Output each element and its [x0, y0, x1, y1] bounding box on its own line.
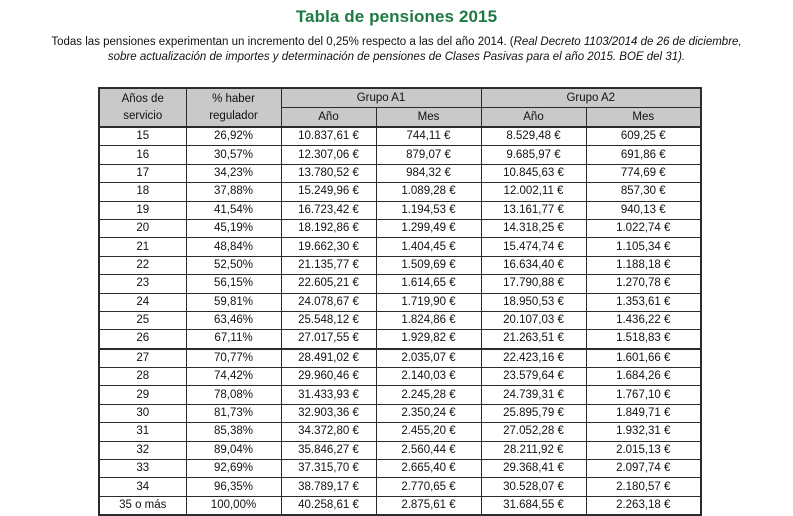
- cell-a1-mes: 2.140,03 €: [376, 368, 481, 386]
- cell-haber-regulador: 63,46%: [186, 311, 281, 329]
- cell-a2-ano: 20.107,03 €: [481, 311, 586, 329]
- cell-anos-servicio: 20: [99, 219, 186, 237]
- cell-a1-ano: 12.307,06 €: [281, 146, 376, 164]
- cell-anos-servicio: 29: [99, 386, 186, 404]
- cell-anos-servicio: 32: [99, 441, 186, 459]
- table-header: [99, 88, 701, 127]
- cell-anos-servicio: 24: [99, 293, 186, 311]
- table-body: [99, 127, 701, 515]
- cell-a1-ano: 31.433,93 €: [281, 386, 376, 404]
- cell-haber-regulador: 59,81%: [186, 293, 281, 311]
- table-row: [99, 460, 701, 478]
- cell-anos-servicio: 31: [99, 423, 186, 441]
- cell-a1-ano: 10.837,61 €: [281, 127, 376, 146]
- cell-a2-ano: 17.790,88 €: [481, 275, 586, 293]
- table-row: [99, 127, 701, 146]
- cell-a1-ano: 19.662,30 €: [281, 238, 376, 256]
- column-header-a2-ano: Año: [481, 108, 586, 128]
- cell-a1-ano: 27.017,55 €: [281, 330, 376, 349]
- cell-a1-mes: 984,32 €: [376, 164, 481, 182]
- cell-anos-servicio: 22: [99, 256, 186, 274]
- cell-a2-mes: 2.015,13 €: [586, 441, 701, 459]
- page-title: Tabla de pensiones 2015: [295, 7, 498, 26]
- cell-anos-servicio: 18: [99, 183, 186, 201]
- cell-anos-servicio: 25: [99, 311, 186, 329]
- column-header-anos-servicio-line2: servicio: [123, 109, 163, 122]
- cell-a2-mes: 1.684,26 €: [586, 368, 701, 386]
- cell-haber-regulador: 67,11%: [186, 330, 281, 349]
- cell-a1-mes: 2.560,44 €: [376, 441, 481, 459]
- column-header-a1-mes: Mes: [376, 108, 481, 128]
- subtitle-line1-italic: Real Decreto 1103/2014 de 26 de: [513, 36, 686, 48]
- table-row: [99, 164, 701, 182]
- cell-a2-mes: 2.097,74 €: [586, 460, 701, 478]
- cell-a1-mes: 2.350,24 €: [376, 404, 481, 422]
- column-header-anos-servicio: [99, 88, 186, 127]
- table-row: [99, 275, 701, 293]
- cell-a1-mes: 2.245,28 €: [376, 386, 481, 404]
- table-row: [99, 349, 701, 368]
- cell-a1-ano: 18.192,86 €: [281, 219, 376, 237]
- cell-a2-ano: 12.002,11 €: [481, 183, 586, 201]
- cell-a1-mes: 1.824,86 €: [376, 311, 481, 329]
- table-row: [99, 219, 701, 237]
- cell-a1-mes: 879,07 €: [376, 146, 481, 164]
- cell-a1-ano: 16.723,42 €: [281, 201, 376, 219]
- cell-a1-mes: 1.194,53 €: [376, 201, 481, 219]
- cell-a2-ano: 9.685,97 €: [481, 146, 586, 164]
- cell-a1-ano: 37.315,70 €: [281, 460, 376, 478]
- cell-a2-mes: 1.436,22 €: [586, 311, 701, 329]
- cell-anos-servicio: 34: [99, 478, 186, 496]
- cell-a1-ano: 15.249,96 €: [281, 183, 376, 201]
- table-row: [99, 238, 701, 256]
- cell-a2-ano: 31.684,55 €: [481, 496, 586, 515]
- cell-haber-regulador: 81,73%: [186, 404, 281, 422]
- cell-haber-regulador: 26,92%: [186, 127, 281, 146]
- cell-a2-mes: 1.601,66 €: [586, 349, 701, 368]
- cell-a1-mes: 1.614,65 €: [376, 275, 481, 293]
- cell-anos-servicio: 21: [99, 238, 186, 256]
- cell-a2-ano: 18.950,53 €: [481, 293, 586, 311]
- table-row: [99, 404, 701, 422]
- cell-haber-regulador: 96,35%: [186, 478, 281, 496]
- cell-a2-mes: 1.932,31 €: [586, 423, 701, 441]
- cell-a1-ano: 13.780,52 €: [281, 164, 376, 182]
- cell-a1-ano: 25.548,12 €: [281, 311, 376, 329]
- subtitle-line1-normal: Todas las pensiones experimentan un incremento del 0,25% respecto a las del año 2014. (: [51, 36, 514, 48]
- cell-haber-regulador: 100,00%: [186, 496, 281, 515]
- column-header-haber-regulador: [186, 88, 281, 127]
- cell-a2-ano: 14.318,25 €: [481, 219, 586, 237]
- cell-haber-regulador: 70,77%: [186, 349, 281, 368]
- cell-a1-ano: 35.846,27 €: [281, 441, 376, 459]
- cell-anos-servicio: 17: [99, 164, 186, 182]
- cell-a2-mes: 1.767,10 €: [586, 386, 701, 404]
- subtitle-line2-italic: diciembre, sobre actualización de importes y determinación de pensiones de Clases Pasivas para el año 2015. BOE del 31).: [107, 36, 742, 63]
- cell-a2-mes: 2.263,18 €: [586, 496, 701, 515]
- cell-a2-ano: 21.263,51 €: [481, 330, 586, 349]
- cell-a2-mes: 609,25 €: [586, 127, 701, 146]
- table-row: [99, 478, 701, 496]
- cell-a1-mes: 2.875,61 €: [376, 496, 481, 515]
- cell-anos-servicio: 19: [99, 201, 186, 219]
- page-subtitle: [47, 35, 747, 65]
- table-row: [99, 368, 701, 386]
- cell-anos-servicio: 30: [99, 404, 186, 422]
- pensions-table: [98, 87, 702, 516]
- cell-a2-ano: 25.895,79 €: [481, 404, 586, 422]
- table-row: [99, 496, 701, 515]
- table-row: [99, 311, 701, 329]
- cell-a2-mes: 1.188,18 €: [586, 256, 701, 274]
- column-header-haber-regulador-line2: regulador: [209, 109, 258, 122]
- cell-a1-mes: 1.404,45 €: [376, 238, 481, 256]
- column-header-grupo-a2: Grupo A2: [481, 88, 701, 108]
- cell-a1-mes: 2.770,65 €: [376, 478, 481, 496]
- cell-a1-mes: 2.665,40 €: [376, 460, 481, 478]
- column-header-grupo-a1: Grupo A1: [281, 88, 481, 108]
- cell-a2-ano: 16.634,40 €: [481, 256, 586, 274]
- cell-a1-ano: 34.372,80 €: [281, 423, 376, 441]
- table-row: [99, 423, 701, 441]
- cell-a1-mes: 1.089,28 €: [376, 183, 481, 201]
- cell-a1-ano: 32.903,36 €: [281, 404, 376, 422]
- cell-anos-servicio: 15: [99, 127, 186, 146]
- cell-a2-ano: 13.161,77 €: [481, 201, 586, 219]
- cell-haber-regulador: 52,50%: [186, 256, 281, 274]
- cell-a1-mes: 2.455,20 €: [376, 423, 481, 441]
- cell-haber-regulador: 92,69%: [186, 460, 281, 478]
- cell-a2-ano: 30.528,07 €: [481, 478, 586, 496]
- table-row: [99, 256, 701, 274]
- cell-a1-mes: 1.929,82 €: [376, 330, 481, 349]
- cell-a2-mes: 940,13 €: [586, 201, 701, 219]
- cell-a2-ano: 23.579,64 €: [481, 368, 586, 386]
- cell-a2-mes: 691,86 €: [586, 146, 701, 164]
- cell-a2-mes: 1.518,83 €: [586, 330, 701, 349]
- cell-haber-regulador: 45,19%: [186, 219, 281, 237]
- cell-a1-mes: 1.719,90 €: [376, 293, 481, 311]
- cell-haber-regulador: 41,54%: [186, 201, 281, 219]
- cell-anos-servicio: 23: [99, 275, 186, 293]
- cell-a2-ano: 15.474,74 €: [481, 238, 586, 256]
- cell-a1-mes: 1.299,49 €: [376, 219, 481, 237]
- pensions-table-wrapper: [98, 87, 700, 516]
- cell-a2-ano: 28.211,92 €: [481, 441, 586, 459]
- cell-haber-regulador: 30,57%: [186, 146, 281, 164]
- cell-haber-regulador: 56,15%: [186, 275, 281, 293]
- cell-anos-servicio: 26: [99, 330, 186, 349]
- cell-a2-ano: 29.368,41 €: [481, 460, 586, 478]
- cell-a2-mes: 1.270,78 €: [586, 275, 701, 293]
- cell-a2-ano: 27.052,28 €: [481, 423, 586, 441]
- table-row: [99, 441, 701, 459]
- column-header-anos-servicio-line1: Años de: [121, 92, 164, 105]
- cell-haber-regulador: 78,08%: [186, 386, 281, 404]
- table-row: [99, 330, 701, 349]
- cell-a2-ano: 8.529,48 €: [481, 127, 586, 146]
- cell-a1-mes: 1.509,69 €: [376, 256, 481, 274]
- table-row: [99, 386, 701, 404]
- cell-anos-servicio: 35 o más: [99, 496, 186, 515]
- cell-haber-regulador: 34,23%: [186, 164, 281, 182]
- cell-a2-mes: 2.180,57 €: [586, 478, 701, 496]
- column-header-haber-regulador-line1: % haber: [212, 92, 255, 105]
- table-header-row-1: [99, 88, 701, 108]
- cell-a2-ano: 22.423,16 €: [481, 349, 586, 368]
- cell-a2-mes: 1.849,71 €: [586, 404, 701, 422]
- cell-anos-servicio: 27: [99, 349, 186, 368]
- column-header-a2-mes: Mes: [586, 108, 701, 128]
- cell-anos-servicio: 16: [99, 146, 186, 164]
- cell-a1-ano: 21.135,77 €: [281, 256, 376, 274]
- cell-a2-mes: 1.022,74 €: [586, 219, 701, 237]
- table-row: [99, 146, 701, 164]
- cell-a2-mes: 774,69 €: [586, 164, 701, 182]
- table-row: [99, 293, 701, 311]
- cell-a1-ano: 24.078,67 €: [281, 293, 376, 311]
- table-row: [99, 201, 701, 219]
- column-header-a1-ano: Año: [281, 108, 376, 128]
- cell-anos-servicio: 28: [99, 368, 186, 386]
- cell-a2-mes: 1.105,34 €: [586, 238, 701, 256]
- cell-a2-mes: 857,30 €: [586, 183, 701, 201]
- cell-haber-regulador: 85,38%: [186, 423, 281, 441]
- cell-a2-ano: 10.845,63 €: [481, 164, 586, 182]
- cell-a1-ano: 38.789,17 €: [281, 478, 376, 496]
- cell-a2-ano: 24.739,31 €: [481, 386, 586, 404]
- cell-a1-mes: 2.035,07 €: [376, 349, 481, 368]
- cell-anos-servicio: 33: [99, 460, 186, 478]
- cell-a1-ano: 28.491,02 €: [281, 349, 376, 368]
- cell-a1-ano: 40.258,61 €: [281, 496, 376, 515]
- cell-a1-ano: 22.605,21 €: [281, 275, 376, 293]
- cell-a2-mes: 1.353,61 €: [586, 293, 701, 311]
- table-row: [99, 183, 701, 201]
- cell-haber-regulador: 48,84%: [186, 238, 281, 256]
- cell-haber-regulador: 74,42%: [186, 368, 281, 386]
- cell-haber-regulador: 89,04%: [186, 441, 281, 459]
- cell-haber-regulador: 37,88%: [186, 183, 281, 201]
- cell-a1-mes: 744,11 €: [376, 127, 481, 146]
- cell-a1-ano: 29.960,46 €: [281, 368, 376, 386]
